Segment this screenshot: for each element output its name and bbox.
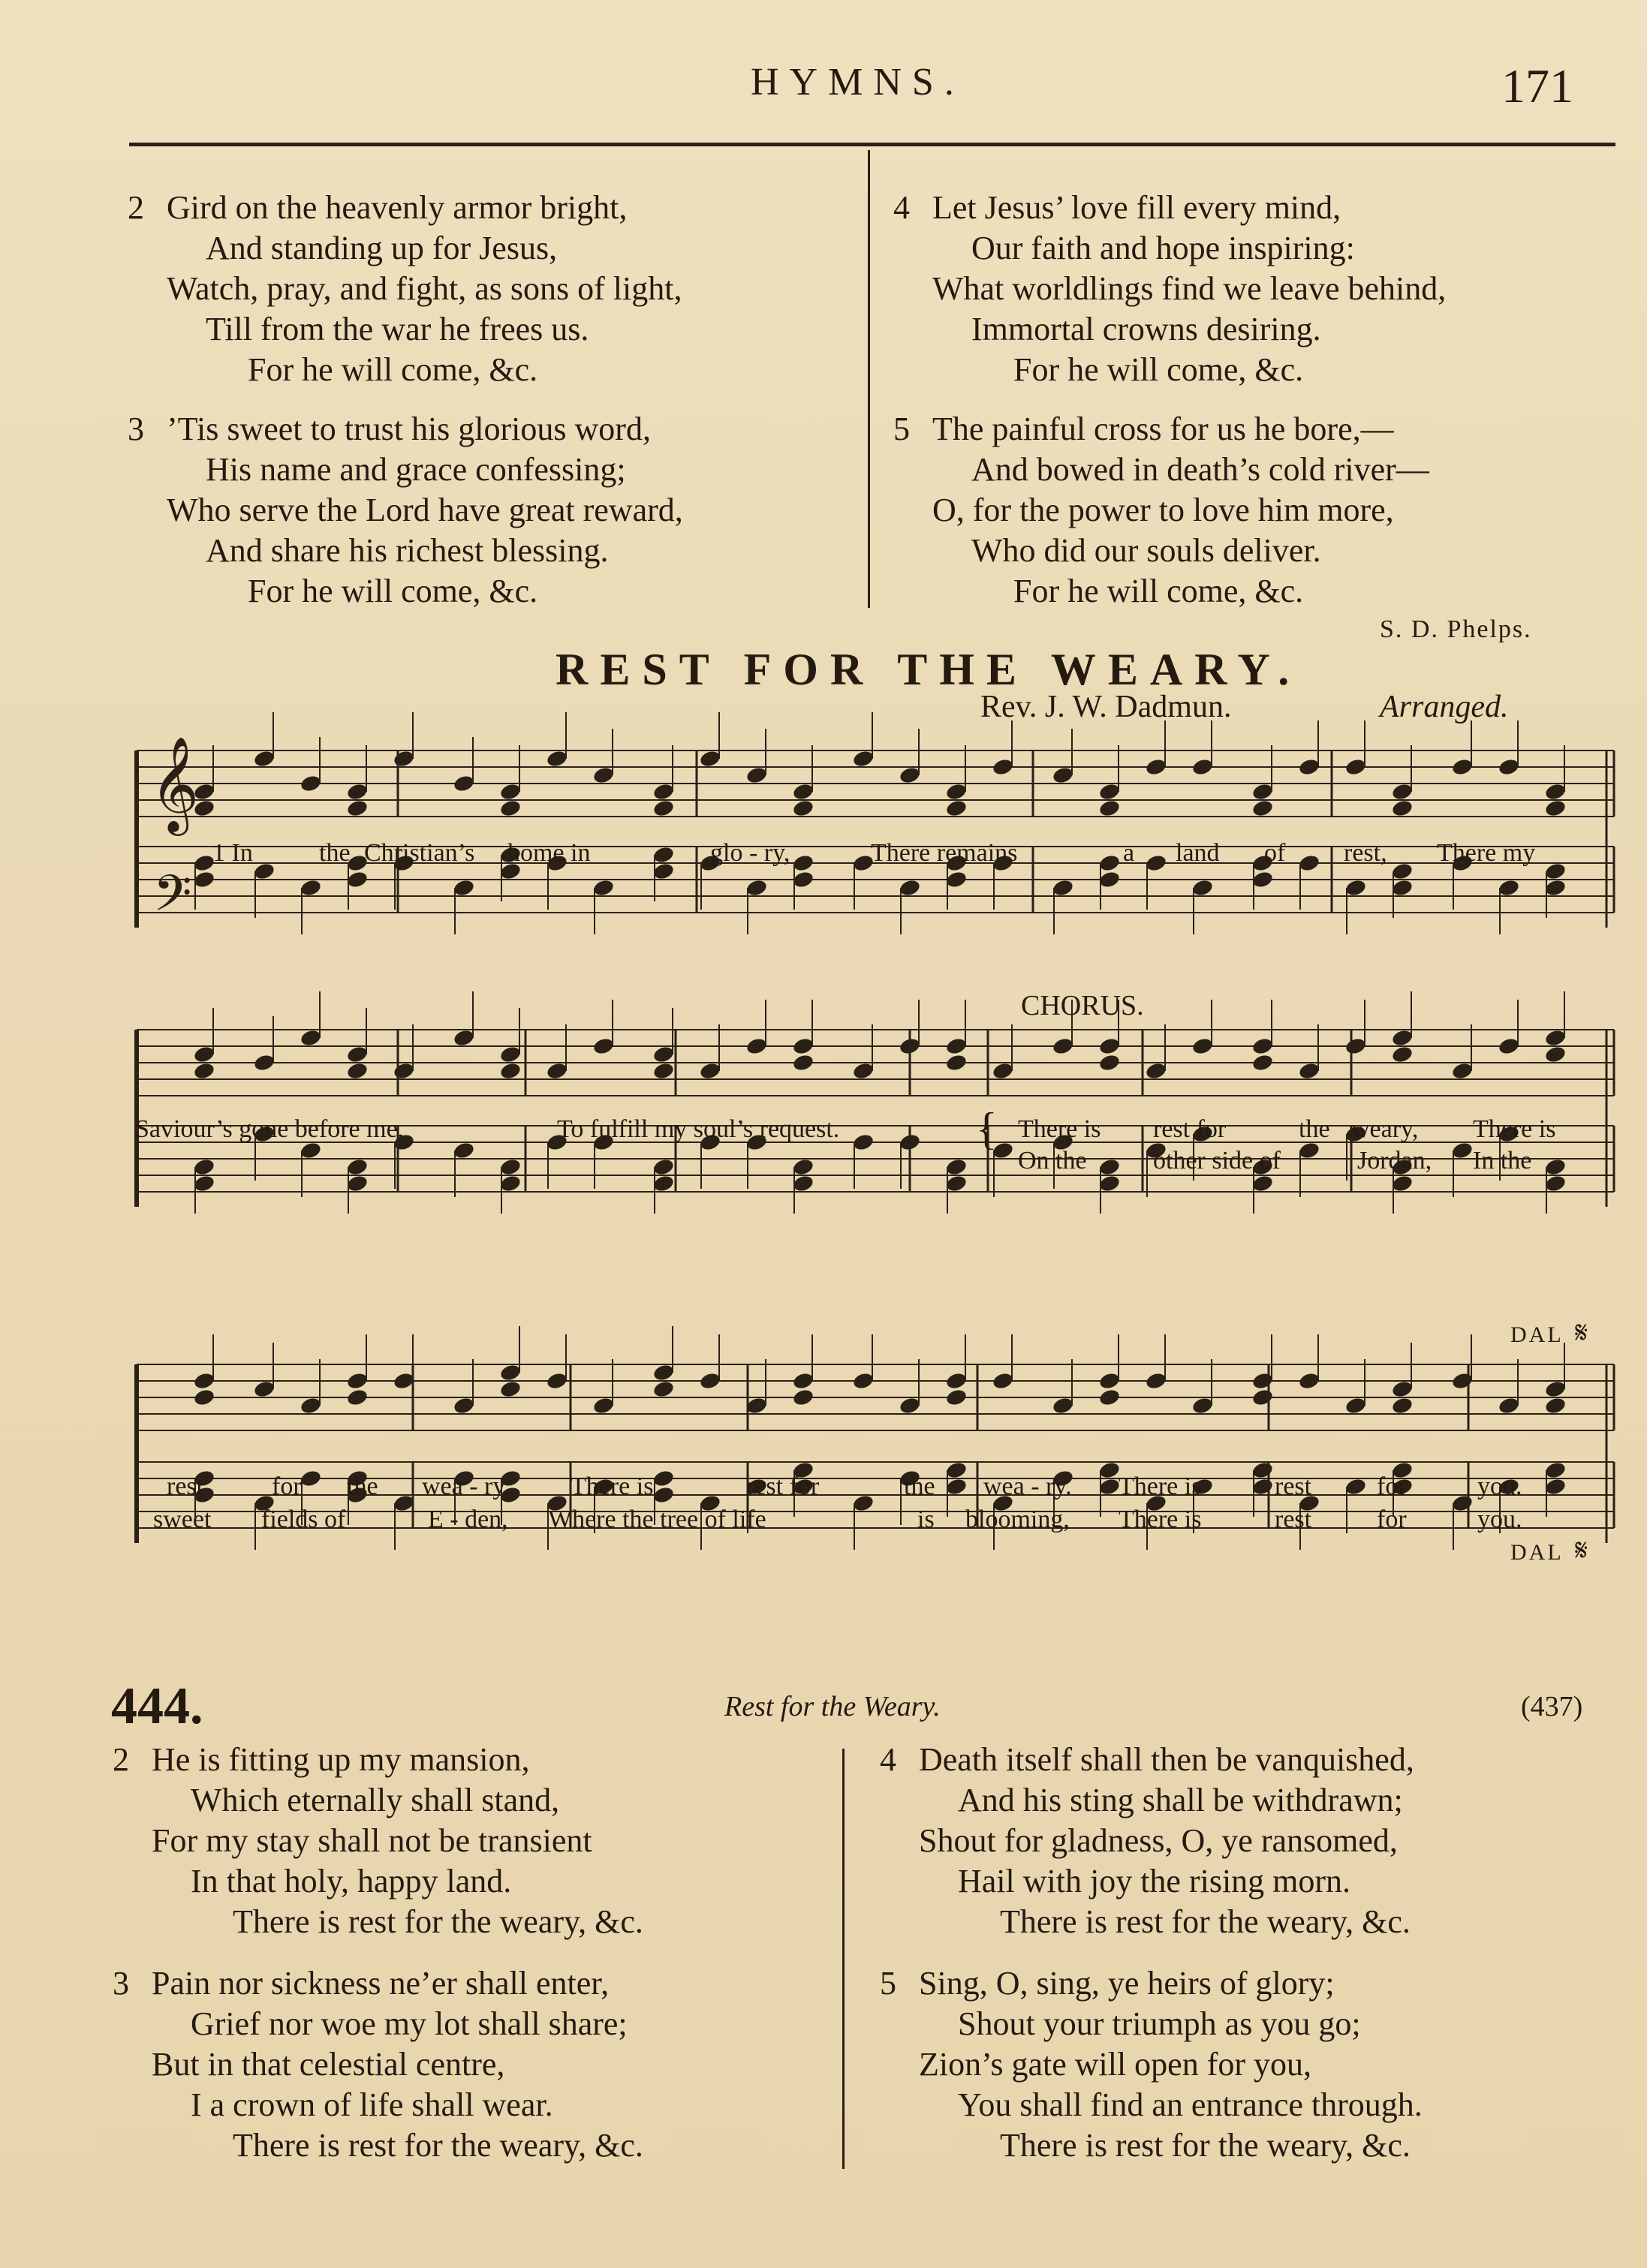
verse-line: Our faith and hope inspiring:: [971, 230, 1355, 266]
notehead: [499, 1045, 522, 1064]
notehead: [945, 870, 968, 889]
notehead: [393, 749, 416, 769]
hymn-title: Rest for the Weary.: [724, 1691, 941, 1722]
notehead: [992, 1061, 1015, 1081]
notehead: [1251, 782, 1275, 802]
verse-line: Immortal crowns desiring.: [971, 311, 1321, 347]
notehead: [1052, 1396, 1075, 1415]
notehead: [1451, 1371, 1474, 1391]
notehead: [1251, 1371, 1275, 1391]
notehead: [193, 1388, 216, 1407]
lyric-syllable: a: [1123, 839, 1135, 867]
notehead: [1191, 757, 1215, 777]
notehead: [945, 1371, 968, 1391]
chorus-lyric: weary,: [1351, 1115, 1419, 1143]
notehead: [792, 853, 815, 873]
chorus-lyric: There is: [1473, 1115, 1556, 1143]
verse-line: ’Tis sweet to trust his glorious word,: [167, 411, 651, 447]
notehead: [193, 1061, 216, 1081]
notehead: [1098, 1477, 1122, 1496]
notehead: [346, 782, 369, 802]
notehead: [1098, 1053, 1122, 1072]
notehead: [852, 1132, 875, 1152]
lyric-syllable: for: [1377, 1505, 1407, 1533]
notehead: [346, 1045, 369, 1064]
notehead: [253, 749, 276, 769]
notehead: [1498, 1036, 1521, 1056]
verse-line: But in that celestial centre,: [152, 2046, 505, 2083]
notehead: [1544, 1157, 1567, 1177]
notehead: [792, 782, 815, 802]
lyric-syllable: There is: [1119, 1505, 1202, 1533]
notehead: [1391, 1028, 1414, 1048]
verse-line: Shout for gladness, O, ye ransomed,: [919, 1822, 1398, 1859]
chorus-lyric: other side of: [1153, 1147, 1281, 1175]
notehead: [193, 1045, 216, 1064]
lyric-phrase: To fulfill my soul’s request.: [557, 1115, 840, 1143]
verse-line: Who serve the Lord have great reward,: [167, 492, 683, 528]
notehead: [1251, 1174, 1275, 1193]
stanza-number: 4: [893, 189, 910, 226]
notehead: [1344, 1036, 1368, 1056]
notehead: [945, 782, 968, 802]
notehead: [699, 1061, 722, 1081]
notehead: [652, 1363, 676, 1382]
notehead: [745, 878, 769, 898]
notehead: [899, 766, 922, 785]
notehead: [592, 766, 616, 785]
chorus-lyric: Jordan,: [1357, 1147, 1432, 1175]
notehead: [592, 1396, 616, 1415]
notehead: [699, 749, 722, 769]
lyric-syllable: 1 In: [212, 839, 253, 867]
notehead: [453, 878, 476, 898]
notehead: [1544, 1028, 1567, 1048]
verse-line: Zion’s gate will open for you,: [919, 2046, 1312, 2083]
notehead: [945, 1388, 968, 1407]
stanza-3: [113, 1963, 643, 2166]
notehead: [253, 1053, 276, 1072]
notehead: [1344, 1477, 1368, 1496]
stanza-4: [880, 1740, 1414, 1942]
stanza-2: [113, 1740, 643, 1942]
composer: Rev. J. W. Dadmun.: [980, 690, 1232, 724]
notehead: [346, 870, 369, 889]
notehead: [1098, 1036, 1122, 1056]
notehead: [346, 1371, 369, 1391]
notehead: [1098, 870, 1122, 889]
notehead: [1544, 862, 1567, 881]
column-divider: [842, 1749, 845, 2169]
notehead: [346, 1388, 369, 1407]
lyric-syllable: rest: [1275, 1505, 1312, 1533]
notehead: [1544, 878, 1567, 898]
notehead: [1052, 1036, 1075, 1056]
notehead: [393, 1061, 416, 1081]
notehead: [499, 799, 522, 818]
chorus-lyric: In the: [1473, 1147, 1532, 1175]
notehead: [852, 1371, 875, 1391]
notehead: [1391, 862, 1414, 881]
notehead: [1251, 1388, 1275, 1407]
notehead: [1251, 1477, 1275, 1496]
lyric-syllable: for: [1377, 1472, 1407, 1500]
verse-line: For he will come, &c.: [248, 351, 538, 388]
notehead: [1391, 799, 1414, 818]
verse-line: Till from the war he frees us.: [206, 311, 589, 347]
notehead: [546, 749, 569, 769]
notehead: [945, 1460, 968, 1480]
notehead: [1391, 1045, 1414, 1064]
notehead: [592, 1036, 616, 1056]
lyric-brace: {: [976, 1104, 998, 1154]
notehead: [1544, 1396, 1567, 1415]
notehead: [1251, 1460, 1275, 1480]
notehead: [1391, 1396, 1414, 1415]
notehead: [346, 1157, 369, 1177]
notehead: [792, 870, 815, 889]
verse-line: Let Jesus’ love fill every mind,: [932, 189, 1341, 226]
stanza-number: 3: [128, 411, 144, 447]
verse-line: And share his richest blessing.: [206, 532, 609, 569]
notehead: [193, 1174, 216, 1193]
verse-line: There is rest for the weary, &c.: [1000, 2127, 1411, 2164]
lyric-syllable: you.: [1477, 1472, 1522, 1500]
notehead: [1391, 1379, 1414, 1399]
lyric-syllable: Where the tree of life: [548, 1505, 766, 1533]
lyric-syllable: wea - ry.: [983, 1472, 1072, 1500]
lyric-syllable: Christian’s: [364, 839, 475, 867]
notehead: [1098, 1157, 1122, 1177]
notehead: [1544, 799, 1567, 818]
lyric-syllable: the: [904, 1472, 935, 1500]
notehead: [1344, 878, 1368, 898]
notehead: [899, 1036, 922, 1056]
verse-line: Sing, O, sing, ye heirs of glory;: [919, 1965, 1335, 2002]
notehead: [193, 870, 216, 889]
notehead: [1544, 1379, 1567, 1399]
notehead: [792, 1157, 815, 1177]
notehead: [652, 1485, 676, 1505]
notehead: [346, 799, 369, 818]
verse-line: I a crown of life shall wear.: [191, 2086, 553, 2123]
notehead: [453, 1396, 476, 1415]
lyric-syllable: rest: [1275, 1472, 1312, 1500]
notehead: [792, 1388, 815, 1407]
notehead: [745, 766, 769, 785]
notehead: [1098, 1460, 1122, 1480]
stanza-number: 4: [880, 1741, 896, 1778]
notehead: [1251, 1053, 1275, 1072]
dal-segno-label: DAL: [1510, 1540, 1564, 1565]
notehead: [1298, 1371, 1321, 1391]
notehead: [1391, 1174, 1414, 1193]
notehead: [652, 1061, 676, 1081]
stanza-number: 2: [128, 189, 144, 226]
notehead: [1451, 757, 1474, 777]
stanza-5: [880, 1963, 1423, 2166]
notehead: [1145, 1061, 1168, 1081]
chorus-lyric: On the: [1018, 1147, 1087, 1175]
notehead: [992, 1371, 1015, 1391]
notehead: [1098, 799, 1122, 818]
lyric-syllable: you.: [1477, 1505, 1522, 1533]
notehead: [945, 1477, 968, 1496]
stanza-number: 3: [113, 1965, 129, 2002]
notehead: [1298, 757, 1321, 777]
notehead: [1052, 766, 1075, 785]
bass-clef: 𝄢: [153, 865, 192, 934]
verse-line: Watch, pray, and fight, as sons of light,: [167, 270, 682, 307]
segno-sign: 𝄋: [1575, 1316, 1591, 1349]
lyric-syllable: the: [319, 839, 351, 867]
verse-line: Who did our souls deliver.: [971, 532, 1321, 569]
notehead: [652, 799, 676, 818]
verse-line: Death itself shall then be vanquished,: [919, 1741, 1414, 1778]
notehead: [1498, 1396, 1521, 1415]
notehead: [652, 1174, 676, 1193]
lyric-syllable: is: [917, 1505, 935, 1533]
notehead: [193, 1157, 216, 1177]
notehead: [945, 1036, 968, 1056]
lyric-syllable: sweet: [153, 1505, 212, 1533]
notehead: [1544, 1174, 1567, 1193]
notehead: [699, 1371, 722, 1391]
arranged-note: Arranged.: [1380, 690, 1509, 724]
notehead: [1298, 853, 1321, 873]
notehead: [546, 1371, 569, 1391]
notehead: [1098, 853, 1122, 873]
notehead: [899, 1132, 922, 1152]
notehead: [1344, 1396, 1368, 1415]
notehead: [1544, 782, 1567, 802]
notehead: [1391, 878, 1414, 898]
lyric-syllable: land: [1176, 839, 1220, 867]
notehead: [1498, 878, 1521, 898]
verse-line: For he will come, &c.: [248, 573, 538, 609]
dal-segno-label: DAL: [1510, 1322, 1564, 1347]
verse-line: Shout your triumph as you go;: [958, 2005, 1361, 2042]
notehead: [945, 799, 968, 818]
lyric-phrase: Saviour’s gone before me,: [135, 1115, 405, 1143]
verse-line: Pain nor sickness ne’er shall enter,: [152, 1965, 610, 2002]
verse-line: There is rest for the weary, &c.: [233, 2127, 643, 2164]
notehead: [852, 1493, 875, 1513]
notehead: [652, 862, 676, 881]
notehead: [1145, 757, 1168, 777]
verse-line: For my stay shall not be transient: [152, 1822, 592, 1859]
verse-line: What worldlings find we leave behind,: [932, 270, 1447, 307]
verse-line: Grief nor woe my lot shall share;: [191, 2005, 628, 2042]
notehead: [453, 1028, 476, 1048]
notehead: [792, 1053, 815, 1072]
lyric-syllable: There remains: [871, 839, 1018, 867]
verse-line: There is rest for the weary, &c.: [1000, 1903, 1411, 1940]
notehead: [1191, 1036, 1215, 1056]
notehead: [652, 1157, 676, 1177]
running-header: HYMNS.: [751, 61, 965, 104]
verse-line: For he will come, &c.: [1013, 351, 1304, 388]
hymn-author: S. D. Phelps.: [1380, 615, 1532, 643]
notehead: [899, 878, 922, 898]
notehead: [852, 749, 875, 769]
lyric-syllable: There is: [571, 1472, 654, 1500]
notehead: [1251, 799, 1275, 818]
lyric-syllable: glo - ry,: [710, 839, 790, 867]
verse-line: His name and grace confessing;: [206, 451, 626, 488]
notehead: [1145, 1371, 1168, 1391]
notehead: [652, 1379, 676, 1399]
notehead: [792, 799, 815, 818]
stanza-number: 5: [893, 411, 910, 447]
notehead: [1098, 782, 1122, 802]
notehead: [253, 1379, 276, 1399]
notehead: [945, 1157, 968, 1177]
notehead: [499, 1174, 522, 1193]
lyric-syllable: for: [272, 1472, 302, 1500]
notehead: [346, 1174, 369, 1193]
chorus-label: CHORUS.: [1021, 990, 1144, 1021]
verse-line: He is fitting up my mansion,: [152, 1741, 530, 1778]
notehead: [1191, 878, 1215, 898]
verse-line: Which eternally shall stand,: [191, 1782, 560, 1818]
notehead: [1251, 870, 1275, 889]
notehead: [1098, 1174, 1122, 1193]
notehead: [453, 1141, 476, 1160]
verse-line: In that holy, happy land.: [191, 1863, 512, 1900]
verse-line: For he will come, &c.: [1013, 573, 1304, 609]
notehead: [992, 757, 1015, 777]
segno-sign: 𝄋: [1575, 1533, 1591, 1567]
notehead: [945, 1174, 968, 1193]
notehead: [1391, 782, 1414, 802]
page-number: 171: [1501, 59, 1573, 113]
notehead: [1544, 1477, 1567, 1496]
lyric-syllable: rest,: [1344, 839, 1387, 867]
lyric-syllable: E - den,: [428, 1505, 508, 1533]
notehead: [1344, 757, 1368, 777]
lyric-syllable: There my: [1437, 839, 1536, 867]
notehead: [1544, 1045, 1567, 1064]
notehead: [1098, 1388, 1122, 1407]
notehead: [499, 1363, 522, 1382]
notehead: [300, 774, 323, 793]
verse-line: There is rest for the weary, &c.: [233, 1903, 643, 1940]
lyric-syllable: rest: [167, 1472, 204, 1500]
notehead: [592, 878, 616, 898]
notehead: [499, 1157, 522, 1177]
chorus-lyric: the: [1299, 1115, 1330, 1143]
notehead: [652, 1045, 676, 1064]
notehead: [1251, 1036, 1275, 1056]
lyric-syllable: of: [1264, 839, 1286, 867]
notehead: [300, 878, 323, 898]
notehead: [1145, 853, 1168, 873]
notehead: [652, 1469, 676, 1488]
notehead: [499, 1061, 522, 1081]
notehead: [945, 1053, 968, 1072]
notehead: [1451, 1061, 1474, 1081]
lyric-syllable: the: [347, 1472, 378, 1500]
verse-line: And bowed in death’s cold river—: [971, 451, 1429, 488]
notehead: [899, 1396, 922, 1415]
notehead: [193, 1371, 216, 1391]
verse-line: O, for the power to love him more,: [932, 492, 1394, 528]
notehead: [546, 1061, 569, 1081]
verse-line: And standing up for Jesus,: [206, 230, 558, 266]
notehead: [300, 1469, 323, 1488]
hymn-reference: (437): [1521, 1691, 1583, 1722]
notehead: [1298, 1061, 1321, 1081]
notehead: [300, 1396, 323, 1415]
verse-line: You shall find an entrance through.: [958, 2086, 1423, 2123]
lyric-syllable: fields of: [261, 1505, 346, 1533]
notehead: [652, 845, 676, 865]
notehead: [745, 1036, 769, 1056]
notehead: [1544, 1460, 1567, 1480]
lyric-syllable: blooming,: [965, 1505, 1070, 1533]
song-title: REST FOR THE WEARY.: [556, 645, 1302, 694]
notehead: [1052, 878, 1075, 898]
notehead: [1498, 757, 1521, 777]
stanza-number: 2: [113, 1741, 129, 1778]
lyric-syllable: home in: [507, 839, 591, 867]
verse-line: Gird on the heavenly armor bright,: [167, 189, 628, 226]
notehead: [652, 782, 676, 802]
notehead: [300, 1028, 323, 1048]
stanza-number: 5: [880, 1965, 896, 2002]
verse-line: Hail with joy the rising morn.: [958, 1863, 1351, 1900]
verse-line: The painful cross for us he bore,—: [932, 411, 1394, 447]
notehead: [792, 1036, 815, 1056]
lyric-syllable: wea - ry,: [422, 1472, 510, 1500]
notehead: [499, 782, 522, 802]
notehead: [792, 1174, 815, 1193]
chorus-lyric: There is: [1018, 1115, 1101, 1143]
notehead: [852, 1061, 875, 1081]
lyric-syllable: rest for: [746, 1472, 820, 1500]
notehead: [1098, 1371, 1122, 1391]
notehead: [453, 774, 476, 793]
notehead: [1451, 1141, 1474, 1160]
verse-line: And his sting shall be withdrawn;: [958, 1782, 1403, 1818]
hymn-number: 444.: [111, 1677, 203, 1735]
notehead: [1451, 1493, 1474, 1513]
notehead: [346, 1061, 369, 1081]
notehead: [1191, 1396, 1215, 1415]
treble-clef: 𝄞: [150, 735, 200, 832]
notehead: [253, 862, 276, 881]
chorus-lyric: rest for: [1153, 1115, 1227, 1143]
notehead: [499, 1379, 522, 1399]
lyric-syllable: There is: [1119, 1472, 1202, 1500]
notehead: [792, 1371, 815, 1391]
